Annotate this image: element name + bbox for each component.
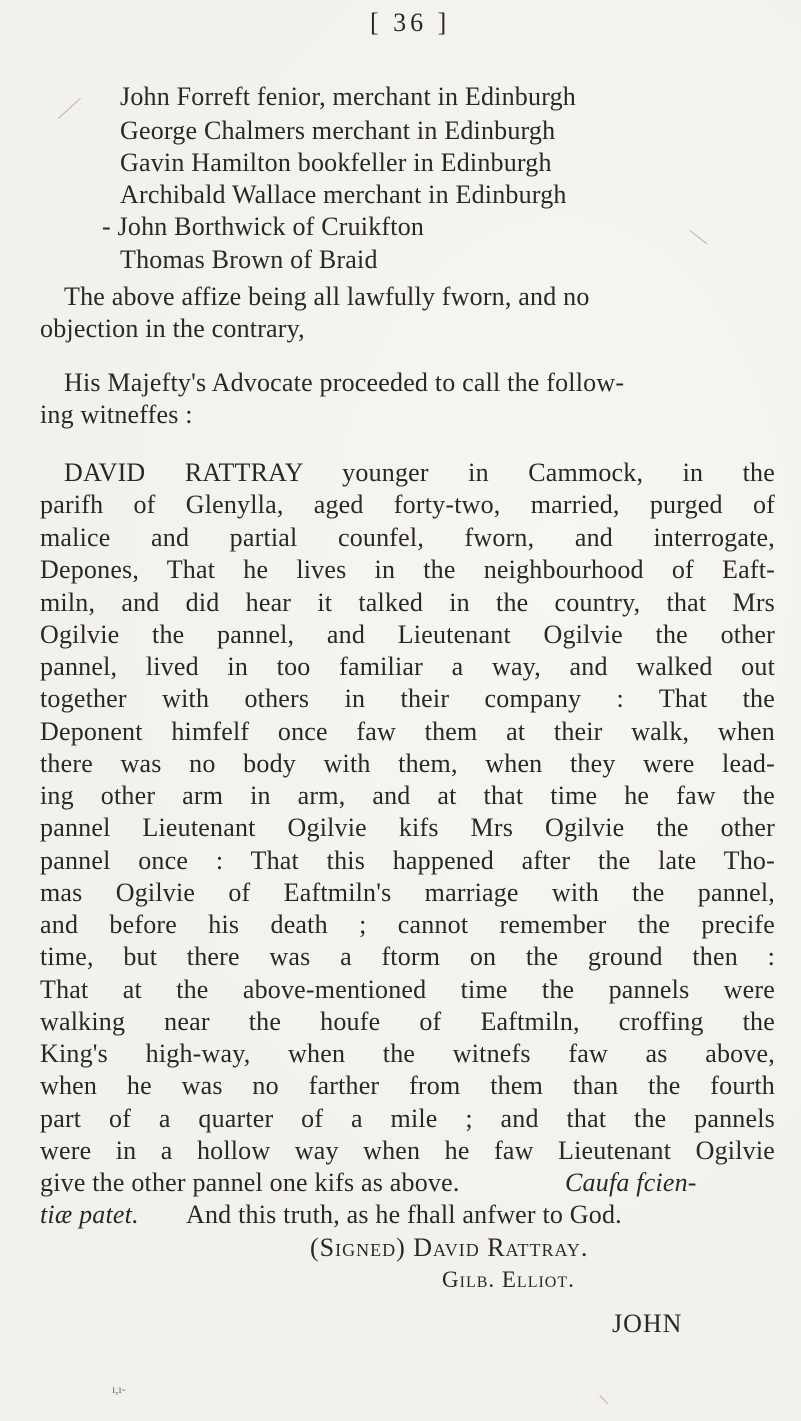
closing-oath: And this truth, as he fhall anfwer to God. bbox=[186, 1200, 622, 1229]
juror-entry: - John Borthwick of Cruikfton bbox=[102, 212, 425, 241]
deposition-line: give the other pannel one kifs as above. bbox=[40, 1168, 460, 1197]
deposition-line: time, but there was a ftorm on the ground then : bbox=[40, 942, 775, 971]
juror-entry: John Forreft fenior, merchant in Edinburgh bbox=[120, 82, 576, 111]
deposition-line: parifh of Glenylla, aged forty-two, married, purged of bbox=[40, 490, 775, 519]
latin-phrase: Caufa fcien- bbox=[565, 1168, 697, 1197]
paper-mark bbox=[58, 98, 81, 119]
catchword: JOHN bbox=[612, 1309, 683, 1338]
deposition-line: were in a hollow way when he faw Lieutenant Ogilvie bbox=[40, 1136, 775, 1165]
latin-phrase-continued: tiæ patet. bbox=[40, 1200, 139, 1229]
deposition-line: miln, and did hear it talked in the country, that Mrs bbox=[40, 588, 775, 617]
deposition-line: King's high-way, when the witnefs faw as above, bbox=[40, 1039, 775, 1068]
juror-entry: Gavin Hamilton bookfeller in Edinburgh bbox=[120, 148, 552, 177]
text-line: ing witneffes : bbox=[40, 400, 193, 429]
deposition-line: malice and partial counfel, fworn, and interrogate, bbox=[40, 523, 775, 552]
page-number: [ 36 ] bbox=[370, 8, 451, 37]
deposition-line: and before his death ; cannot remember the precife bbox=[40, 910, 775, 939]
stray-marks: ı,ı- bbox=[112, 1382, 126, 1396]
deposition-line: pannel, lived in too familiar a way, and walked out bbox=[40, 652, 775, 681]
juror-entry: George Chalmers merchant in Edinburgh bbox=[120, 116, 556, 145]
deposition-line: ing other arm in arm, and at that time he faw the bbox=[40, 781, 775, 810]
deposition-line: pannel Lieutenant Ogilvie kifs Mrs Ogilvie the other bbox=[40, 813, 775, 842]
text-line: objection in the contrary, bbox=[40, 314, 305, 343]
deposition-line: That at the above-mentioned time the pannels were bbox=[40, 975, 775, 1004]
deposition-line: together with others in their company : That the bbox=[40, 684, 775, 713]
deposition-line: Depones, That he lives in the neighbourhood of Eaft- bbox=[40, 555, 775, 584]
juror-entry: Archibald Wallace merchant in Edinburgh bbox=[120, 180, 567, 209]
deposition-line: mas Ogilvie of Eaftmiln's marriage with the pannel, bbox=[40, 878, 775, 907]
deposition-line: pannel once : That this happened after the late Tho- bbox=[40, 846, 775, 875]
chancellor-signature: Gilb. Elliot. bbox=[442, 1267, 575, 1292]
deposition-line: Deponent himfelf once faw them at their walk, when bbox=[40, 717, 775, 746]
deposition-line: walking near the houfe of Eaftmiln, croffing the bbox=[40, 1007, 775, 1036]
deposition-line: DAVID RATTRAY younger in Cammock, in the bbox=[64, 458, 775, 487]
paper-mark bbox=[689, 230, 707, 244]
witness-signature: (Signed) David Rattray. bbox=[310, 1233, 589, 1262]
deposition-line: when he was no farther from them than the fourth bbox=[40, 1071, 775, 1100]
juror-entry: Thomas Brown of Braid bbox=[120, 245, 378, 274]
text-line: His Majefty's Advocate proceeded to call the follow- bbox=[64, 368, 625, 397]
deposition-line: part of a quarter of a mile ; and that the pannels bbox=[40, 1104, 775, 1133]
text-line: The above affize being all lawfully fworn, and no bbox=[64, 282, 590, 311]
deposition-line: Ogilvie the pannel, and Lieutenant Ogilvie the other bbox=[40, 620, 775, 649]
paper-mark bbox=[599, 1395, 608, 1404]
deposition-line: there was no body with them, when they were lead- bbox=[40, 749, 775, 778]
